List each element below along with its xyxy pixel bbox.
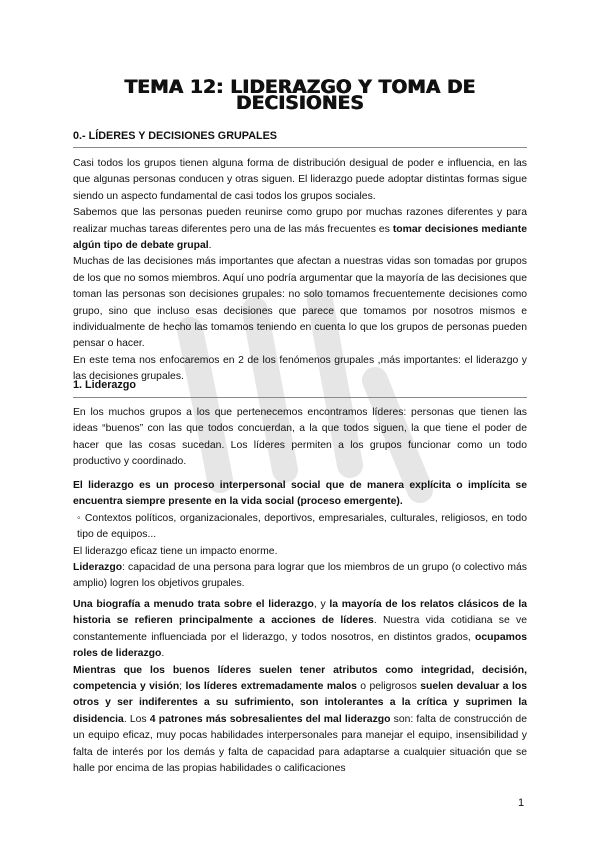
page-number: 1 bbox=[518, 797, 525, 809]
section-1-definition-block bbox=[73, 478, 527, 593]
section-0-body bbox=[73, 156, 527, 386]
paragraph: Casi todos los grupos tienen alguna forma de distribución desigual de poder e influencia, en las que algunas personas conducen y otras siguen. El liderazgo puede adoptar distintas formas sigue siendo un aspecto fundamental de casi todos los grupos sociales. bbox=[73, 158, 527, 202]
bullet-item: ◦ Contextos políticos, organizacionales, deportivos, empresariales, culturales, religiosos, en todo tipo de equipos... bbox=[77, 512, 527, 541]
section-1-leadership-block bbox=[73, 597, 527, 777]
paragraph: Una biografía a menudo trata sobre el liderazgo, y la mayoría de los relatos clásicos de la historia se refieren principalmente a acciones de líderes. Nuestra vida cotidiana se ve constantemente influenciada por el liderazgo, y todos nosotros, en distintos grados, ocupamos roles de liderazgo. bbox=[73, 599, 528, 660]
definition: Liderazgo: capacidad de una persona para lograr que los miembros de un grupo (o colectivo más amplio) logren los objetivos grupales. bbox=[73, 562, 527, 590]
paragraph: Muchas de las decisiones más importantes que afectan a nuestras vidas son tomadas por grupos de los que no somos miembros. Aquí uno podría argumentar que la mayoría de las decisiones que toman las personas son decisiones grupales: no solo tomamos frecuentemente decisiones como grupo, sino que incluso esas decisiones que parece que tomamos por nosotros mismos e individualmente de hecho las tomamos teniendo en cuenta lo que los grupos de personas pueden pensar o hacer. bbox=[73, 256, 527, 350]
section-1-intro bbox=[73, 405, 527, 471]
paragraph: En los muchos grupos a los que pertenecemos encontramos líderes: personas que tienen las ideas “buenos” con las que todos concuerdan, a la que todos siguen, la que tiene el poder de hacer que las cosas sucedan. Los líderes permiten a los grupos funcionar como un todo productivo y coordinado. bbox=[73, 407, 527, 468]
paragraph: Mientras que los buenos líderes suelen tener atributos como integridad, decisión, competencia y visión; los líderes extremadamente malos o peligrosos suelen devaluar a los otros y ser indiferentes a su sufrimiento, son intolerantes a la crítica y suprimen la disidencia. Los 4 patrones más sobresalientes del mal liderazgo son: falta de construcción de un equipo eficaz, muy pocas habilidades interpersonales para manejar el equipo, insensibilidad y falta de interés por los demás y falta de capacidad para adaptarse a cualquier situación que se halle por encima de las propias habilidades o calificaciones bbox=[73, 664, 527, 775]
bold-statement: El liderazgo es un proceso interpersonal social que de manera explícita o implícita se encuentra siempre presente en la vida social (proceso emergente). bbox=[73, 480, 527, 508]
section-0-heading: 0.- LÍDERES Y DECISIONES GRUPALES bbox=[73, 130, 277, 142]
section-0-rule bbox=[73, 147, 527, 148]
paragraph: Sabemos que las personas pueden reunirse como grupo por muchas razones diferentes y para realizar muchas tareas diferentes pero una de las más frecuentes es tomar decisiones mediante algún tipo de debate grupal. bbox=[73, 207, 527, 252]
section-1-heading: 1. Liderazgo bbox=[73, 379, 136, 391]
document-title: TEMA 12: LIDERAZGO Y TOMA DE DECISIONES bbox=[124, 77, 476, 115]
paragraph: En este tema nos enfocaremos en 2 de los fenómenos grupales ,más importantes: el liderazgo y las decisiones grupales. bbox=[73, 354, 527, 383]
paragraph: El liderazgo eficaz tiene un impacto enorme. bbox=[73, 545, 278, 557]
section-1-rule bbox=[73, 397, 527, 398]
